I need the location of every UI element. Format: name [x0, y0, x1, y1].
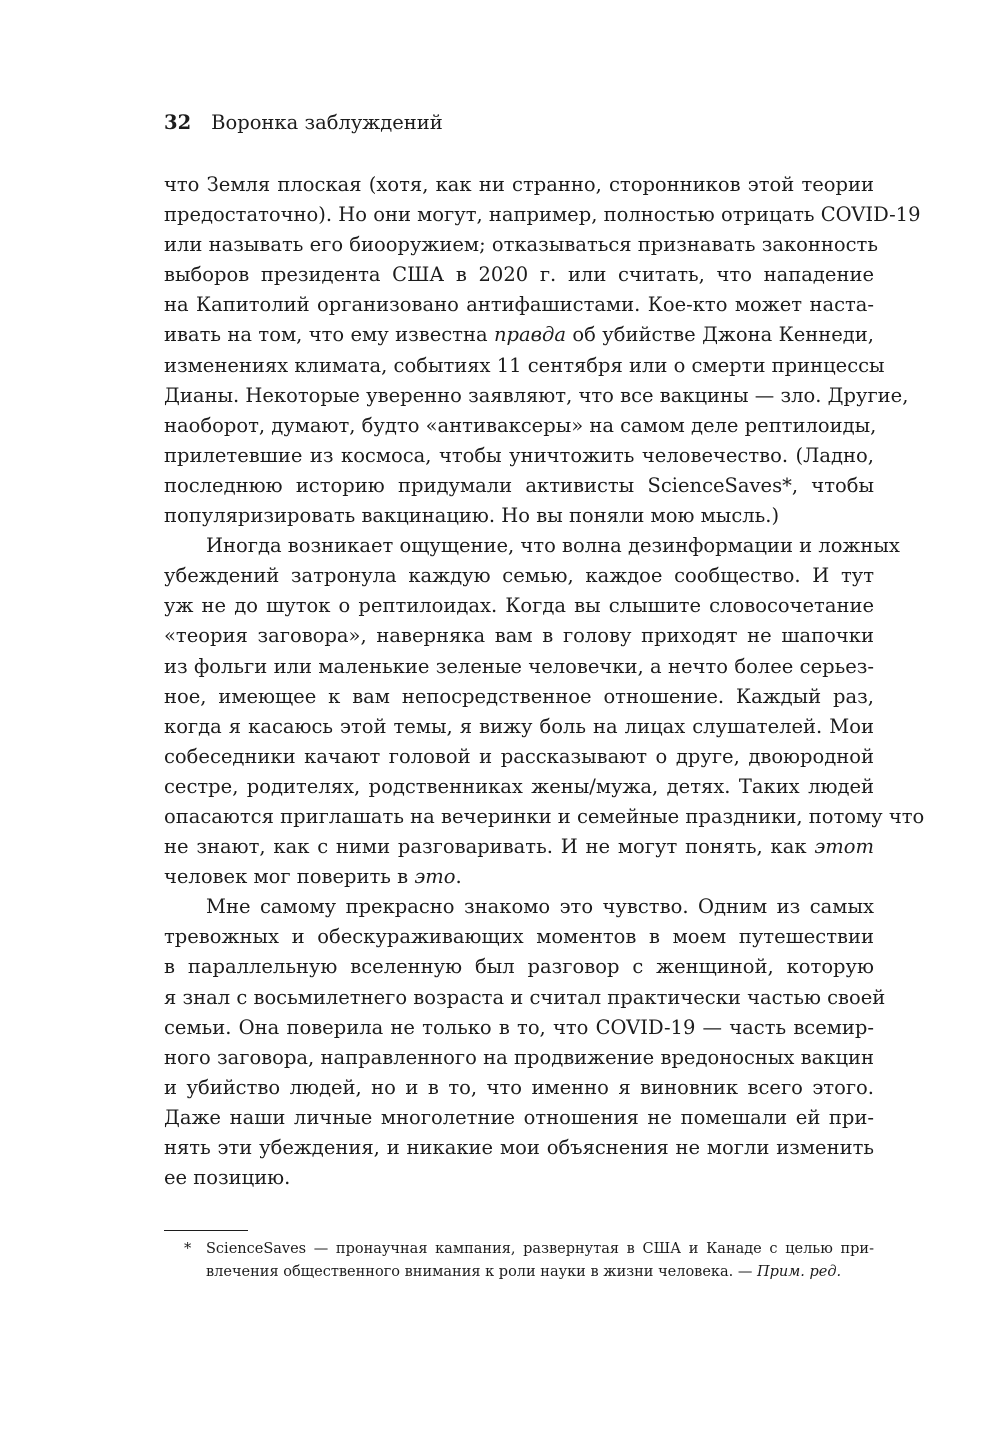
text-run: собеседники качают головой и рассказывают о друге, двоюродной: [164, 744, 874, 768]
text-line: [164, 802, 925, 832]
text-run: на Капитолий организовано антифашистами. Кое-кто может наста-: [164, 293, 874, 317]
text-run: предостаточно). Но они могут, например, полностью отрицать COVID-19: [164, 203, 921, 227]
text-run: прилетевшие из космоса, чтобы уничтожить человечество. (Ладно,: [164, 443, 874, 467]
text-line: [164, 712, 874, 742]
text-line: [164, 320, 874, 350]
text-run: последнюю историю придумали активисты ScienceSaves*, чтобы: [164, 473, 874, 497]
text-run: Дианы. Некоторые уверенно заявляют, что все вакцины — зло. Другие,: [164, 383, 909, 407]
text-run: «теория заговора», наверняка вам в голову приходят не шапочки: [164, 624, 874, 648]
text-run: наоборот, думают, будто «антиваксеры» на самом деле рептилоиды,: [164, 413, 877, 437]
text-line: [164, 621, 874, 651]
text-run: уж не до шуток о рептилоидах. Когда вы слышите словосочетание: [164, 594, 874, 618]
text-run: семьи. Она поверила не только в то, что COVID-19 — часть всемир-: [164, 1015, 874, 1039]
text-run: Мне самому прекрасно знакомо это чувство. Одним из самых: [206, 895, 874, 919]
footnote-line: [164, 1238, 874, 1261]
body-text: [164, 170, 925, 1193]
text-run: опасаются приглашать на вечеринки и семейные праздники, потому что: [164, 804, 925, 828]
text-line: [164, 1163, 874, 1193]
text-line: [164, 200, 921, 230]
footnote-divider: [164, 1230, 248, 1231]
text-line: [164, 260, 874, 290]
text-run: .: [455, 865, 462, 889]
text-run: ее позицию.: [164, 1166, 291, 1190]
running-title: Воронка заблуждений: [211, 111, 443, 134]
text-run: Даже наши личные многолетние отношения не помешали ей при-: [164, 1105, 874, 1129]
text-run: я знал с восьмилетнего возраста и считал практически частью своей: [164, 985, 886, 1009]
text-line: [164, 682, 874, 712]
italic-text: это: [414, 865, 456, 889]
paragraph: [164, 531, 925, 892]
text-run: в параллельную вселенную был разговор с женщиной, которую: [164, 955, 874, 979]
text-line: [164, 1133, 874, 1163]
italic-text: этот: [814, 835, 874, 859]
text-line: [164, 652, 874, 682]
text-run: ное, имеющее к вам непосредственное отношение. Каждый раз,: [164, 684, 874, 708]
text-line: [164, 501, 874, 531]
text-line: [164, 1103, 874, 1133]
footnote-marker: *: [184, 1241, 192, 1257]
text-line: [164, 290, 874, 320]
paragraph: [164, 170, 921, 531]
text-line: [164, 381, 909, 411]
text-line: [164, 531, 900, 561]
text-line: [164, 952, 874, 982]
text-run: тревожных и обескураживающих моментов в моем путешествии: [164, 925, 874, 949]
text-run: или называть его биооружием; отказываться признавать законность: [164, 233, 878, 257]
text-run: ScienceSaves — пронаучная кампания, развернутая в США и Канаде с целью при-: [206, 1241, 874, 1257]
text-run: убеждений затронула каждую семью, каждое сообщество. И тут: [164, 564, 874, 588]
running-header: [164, 110, 443, 136]
text-run: ивать на том, что ему известна: [164, 323, 494, 347]
text-run: выборов президента США в 2020 г. или считать, что нападение: [164, 263, 874, 287]
text-run: и убийство людей, но и в то, что именно я виновник всего этого.: [164, 1075, 874, 1099]
text-run: когда я касаюсь этой темы, я вижу боль на лицах слушателей. Мои: [164, 714, 874, 738]
text-line: [164, 1043, 874, 1073]
text-line: [164, 411, 877, 441]
text-run: Иногда возникает ощущение, что волна дезинформации и ложных: [206, 534, 900, 558]
text-line: [164, 1073, 874, 1103]
text-line: [164, 892, 874, 922]
text-line: [164, 230, 878, 260]
text-run: из фольги или маленькие зеленые человечки, а нечто более серьез-: [164, 654, 874, 678]
text-line: [164, 591, 874, 621]
text-line: [164, 983, 886, 1013]
text-line: [164, 772, 874, 802]
text-line: [164, 832, 874, 862]
text-run: сестре, родителях, родственниках жены/мужа, детях. Таких людей: [164, 774, 874, 798]
text-run: популяризировать вакцинацию. Но вы поняли мою мысль.): [164, 504, 780, 528]
text-run: человек мог поверить в: [164, 865, 415, 889]
page-number: 32: [164, 111, 192, 134]
footnote-line: [164, 1261, 874, 1284]
text-run: что Земля плоская (хотя, как ни странно, сторонников этой теории: [164, 173, 874, 196]
text-line: [164, 1013, 874, 1043]
text-line: [164, 561, 874, 591]
text-run: изменениях климата, событиях 11 сентября или о смерти принцессы: [164, 353, 885, 377]
text-run: об убийстве Джона Кеннеди,: [565, 323, 874, 347]
text-run: ного заговора, направленного на продвижение вредоносных вакцин: [164, 1045, 874, 1069]
text-line: [164, 471, 874, 501]
footnote: [164, 1238, 874, 1284]
text-run: не знают, как с ними разговаривать. И не могут понять, как: [164, 835, 815, 859]
text-line: [164, 922, 874, 952]
text-run: нять эти убеждения, и никакие мои объяснения не могли изменить: [164, 1136, 874, 1159]
text-line: [164, 862, 874, 892]
paragraph: [164, 892, 886, 1193]
italic-text: правда: [493, 323, 566, 347]
italic-text: Прим. ред.: [756, 1264, 842, 1280]
text-line: [164, 441, 874, 471]
text-line: [164, 170, 874, 200]
text-line: [164, 351, 885, 381]
text-line: [164, 742, 874, 772]
text-run: влечения общественного внимания к роли науки в жизни человека. —: [206, 1264, 757, 1280]
